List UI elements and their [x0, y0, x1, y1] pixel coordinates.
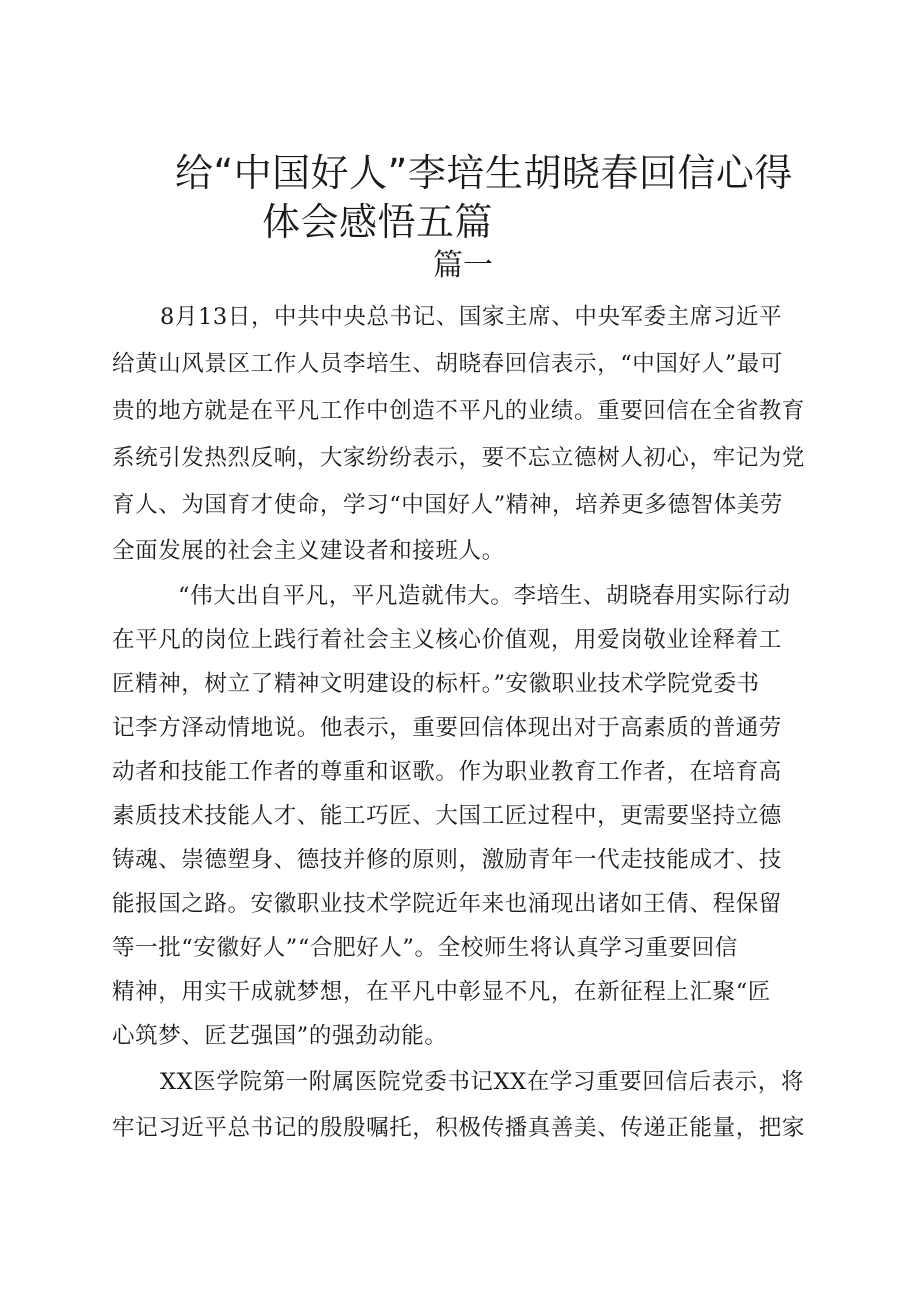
- paragraph-2-line-4: 记李方泽动情地说。他表示，重要回信体现出对于高素质的普通劳: [112, 715, 782, 741]
- paragraph-2-line-2: 在平凡的岗位上践行着社会主义核心价值观，用爱岗敬业诠释着工: [112, 627, 782, 653]
- paragraph-3-line-2: 牢记习近平总书记的殷殷嘱托，积极传播真善美、传递正能量，把家: [112, 1115, 806, 1141]
- paragraph-2-line-8: 能报国之路。安徽职业技术学院近年来也涌现出诸如王倩、程保留: [112, 891, 782, 917]
- paragraph-1-line-2: 给黄山风景区工作人员李培生、胡晓春回信表示，“中国好人”最可: [112, 351, 784, 377]
- paragraph-2-line-1: “伟大出自平凡，平凡造就伟大。李培生、胡晓春用实际行动: [178, 583, 791, 609]
- paragraph-1-line-4: 系统引发热烈反响，大家纷纷表示，要不忘立德树人初心，牢记为党: [112, 445, 806, 471]
- paragraph-2-line-9: 等一批“安徽好人”“合肥好人”。全校师生将认真学习重要回信: [112, 935, 738, 961]
- document-title-line-1: 给“中国好人”李培生胡晓春回信心得: [175, 151, 793, 195]
- paragraph-3-line-1: XX医学院第一附属医院党委书记XX在学习重要回信后表示，将: [160, 1069, 804, 1095]
- paragraph-2-line-3: 匠精神，树立了精神文明建设的标杆。”安徽职业技术学院党委书: [112, 671, 760, 697]
- paragraph-1-line-6: 全面发展的社会主义建设者和接班人。: [112, 538, 505, 564]
- paragraph-2-line-7: 铸魂、崇德塑身、德技并修的原则，激励青年一代走技能成才、技: [112, 847, 782, 873]
- paragraph-1-line-3: 贵的地方就是在平凡工作中创造不平凡的业绩。重要回信在全省教育: [112, 398, 806, 424]
- paragraph-1-line-5: 育人、为国育才使命，学习“中国好人”精神，培养更多德智体美劳: [112, 492, 784, 518]
- paragraph-1-line-1: 8月13日，中共中央总书记、国家主席、中央军委主席习近平: [160, 304, 783, 330]
- paragraph-2-line-5: 动者和技能工作者的尊重和讴歌。作为职业教育工作者，在培育高: [112, 759, 782, 785]
- paragraph-2-line-10: 精神，用实干成就梦想，在平凡中彰显不凡，在新征程上汇聚“匠: [112, 979, 771, 1005]
- paragraph-2-line-6: 素质技术技能人才、能工巧匠、大国工匠过程中，更需要坚持立德: [112, 803, 782, 829]
- document-title-line-2: 体会感悟五篇: [262, 200, 494, 244]
- section-heading: 篇一: [433, 248, 493, 283]
- paragraph-2-line-11: 心筑梦、匠艺强国”的强劲动能。: [112, 1023, 448, 1049]
